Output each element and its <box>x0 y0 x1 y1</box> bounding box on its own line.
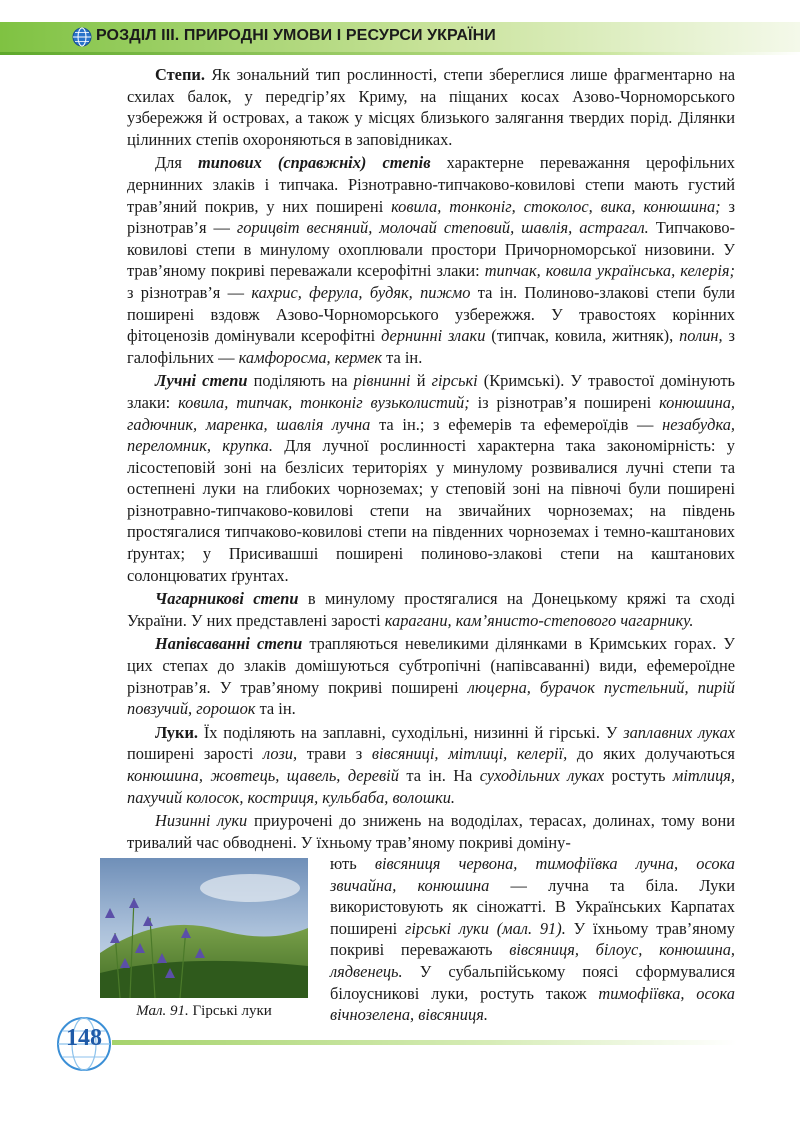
section-title: РОЗДІЛ ІІІ. ПРИРОДНІ УМОВИ І РЕСУРСИ УКРАЇНИ <box>96 27 496 44</box>
paragraph-meadow-steppes <box>127 370 735 586</box>
text: в минулому простягалися на Донецькому кряжі та сході України. У них представлені зарості <box>127 589 735 630</box>
figure-label: Мал. 91. <box>136 1003 189 1019</box>
term-bold-italic: Напівсаванні степи <box>155 634 303 654</box>
text: Для лучної рослинності характерна така закономірність: у лісостеповій зоні на безлісих територіях у минулому розвивалися лучні степи та остепнені луки на глибоких чорноземах; у степовій зоні на півночі були поширені різнотравно-типчаково-ковилові степи на звичайних чорноземах; на південь простягалися типчаково-ковилові степи на південних чорноземах і темно-каштанових ґрунтах; у Присивашші поширені полиново-злакові степи на каштанових солонцюватих ґрунтах. <box>127 436 735 585</box>
term-italic: гірські луки (мал. 91). <box>404 918 566 938</box>
term-bold-italic: Лучні степи <box>155 371 248 391</box>
text: У їхньому трав’яному покриві переважають <box>330 918 736 960</box>
term-bold: Луки. <box>155 722 198 742</box>
footer-band <box>112 1040 737 1045</box>
text: — лучна та біла. Луки використовують як сіножатті. В Українських Карпатах поширені <box>330 875 735 938</box>
text: Як зональний тип рослинності, степи збереглися лише фрагментарно на схилах балок, у передгір’ях Криму, на піщаних косах Азово-Чорноморського узбережжя й островах, а також у місцях близького залягання твердих порід. Ділянки цілинних степів охороняються в заповідниках. <box>127 65 735 149</box>
term-italic: ковила, типчак, тонконіг вузьколистий; <box>178 392 470 412</box>
text: приурочені до знижень на вододілах, терасах, долинах, тому вони тривалий час обводнені. У їхньому трав’яному покриві доміну- <box>127 811 736 852</box>
term-bold: Степи. <box>155 65 205 84</box>
text: із різнотрав’я поширені <box>469 392 660 412</box>
term-italic: конюшина, жовтець, щавель, деревій <box>127 766 399 785</box>
text: трапляються невеликими ділянками в Кримських горах. У цих степах до злаків домішуються субтропічні (напівсаванні) види, ефемероїдне різнотрав’я. У трав’яному покриві поширені <box>127 634 735 697</box>
text: та ін. <box>255 699 296 719</box>
figure-caption-text: Гірські луки <box>188 1003 272 1019</box>
text: У субальпійському поясі сформувалися білоусникові луки, ростуть також <box>330 961 735 1003</box>
paragraph-semisavanna-steppes <box>127 633 735 719</box>
text: характерне переважання церофільних дернинних злаків і типчака. Різнотравно-типчаково-ковилові степи мають густий трав’яний покрив, у них поширені <box>127 153 735 216</box>
term-italic: конюшина, гадючник, маренка, шавлія лучна <box>127 392 735 434</box>
page-number: 148 <box>66 1025 102 1051</box>
term-italic: полин, <box>679 326 723 346</box>
text: до яких долучаються <box>567 744 735 764</box>
term-italic: вівсяниця, білоус, конюшина, лядвенець. <box>330 940 735 981</box>
term-italic: вівсяниця червона, тимофіївка лучна, осока звичайна, конюшина <box>330 854 736 895</box>
term-italic: люцерна, бурачок пустельний, пирій повзучий, горошок <box>127 677 735 719</box>
term-italic: горицвіт весняний, молочай степовий, шавлія, астрагал. <box>236 218 649 238</box>
term-italic: гірські <box>431 371 478 391</box>
text: та ін.; з ефемерів та ефемероїдів — <box>370 414 663 434</box>
term-italic: суходільних луках <box>479 766 605 785</box>
term-italic: карагани, кам’янисто-степового чагарнику. <box>384 610 694 630</box>
term-italic: заплавних луках <box>623 722 735 742</box>
text: (Кримські). У травостої домінують злаки: <box>127 371 735 412</box>
term-italic: тимофіївка, осока вічнозелена, вівсяниця. <box>330 983 735 1025</box>
term-italic: камфоросма, кермек <box>238 347 383 367</box>
text: та ін. Полиново-злакові степи були поширені вздовж Азово-Чорноморського узбережжя. У травостоях корінних фітоценозів домінували ксерофітні <box>127 282 735 346</box>
term-italic: лози, <box>263 744 298 764</box>
term-bold-italic: типових (справжніх) степів <box>198 153 431 173</box>
text: Їх поділяють на заплавні, суходільні, низинні й гірські. У <box>198 722 624 742</box>
term-italic: кахрис, ферула, будяк, пижмо <box>251 282 471 302</box>
text: з різнотрав’я — <box>127 196 735 238</box>
text: ють <box>330 854 375 873</box>
term-italic: Низинні луки <box>155 811 248 831</box>
text: трави з <box>297 744 372 764</box>
term-italic: дернинні злаки <box>381 326 486 346</box>
text: з галофільних — <box>127 326 735 367</box>
term-italic: ковила, тонконіг, стоколос, вика, конюшина; <box>391 196 721 216</box>
text: ростуть <box>604 766 673 785</box>
term-bold-italic: Чагарникові степи <box>155 589 299 609</box>
figure-caption <box>100 1003 308 1020</box>
text: та ін. На <box>398 766 480 785</box>
term-italic: незабудка, переломник, крупка. <box>127 414 736 456</box>
text: й <box>410 371 432 391</box>
text: з різнотрав’я — <box>127 282 252 302</box>
text: (типчак, ковила, житняк), <box>485 326 680 346</box>
text: поділяють на <box>247 371 354 391</box>
paragraph-steppes <box>127 64 735 150</box>
term-italic: мітлиця, пахучий колосок, костриця, кульбаба, волошки. <box>127 766 735 807</box>
term-italic: типчак, ковила українська, келерія; <box>484 261 735 281</box>
paragraph-mountain-meadows <box>330 853 735 1026</box>
main-text <box>127 64 735 853</box>
text: поширені зарості <box>127 744 264 764</box>
term-italic: рівнинні <box>353 371 411 391</box>
text: Типчаково-ковилові степи в минулому охоплювали простори Причорноморської низовини. У трав’яному покриві переважали ксерофітні злаки: <box>127 218 735 281</box>
paragraph-shrub-steppes <box>127 588 735 631</box>
paragraph-meadows <box>127 722 735 808</box>
globe-icon <box>72 27 92 47</box>
paragraph-typical-steppes <box>127 152 735 368</box>
mountain-meadow-photo <box>100 858 308 998</box>
paragraph-lowland-meadows <box>127 810 735 853</box>
text: та ін. <box>382 347 423 367</box>
term-italic: вівсяниці, мітлиці, келерії, <box>371 744 568 764</box>
text: Для <box>155 153 198 173</box>
